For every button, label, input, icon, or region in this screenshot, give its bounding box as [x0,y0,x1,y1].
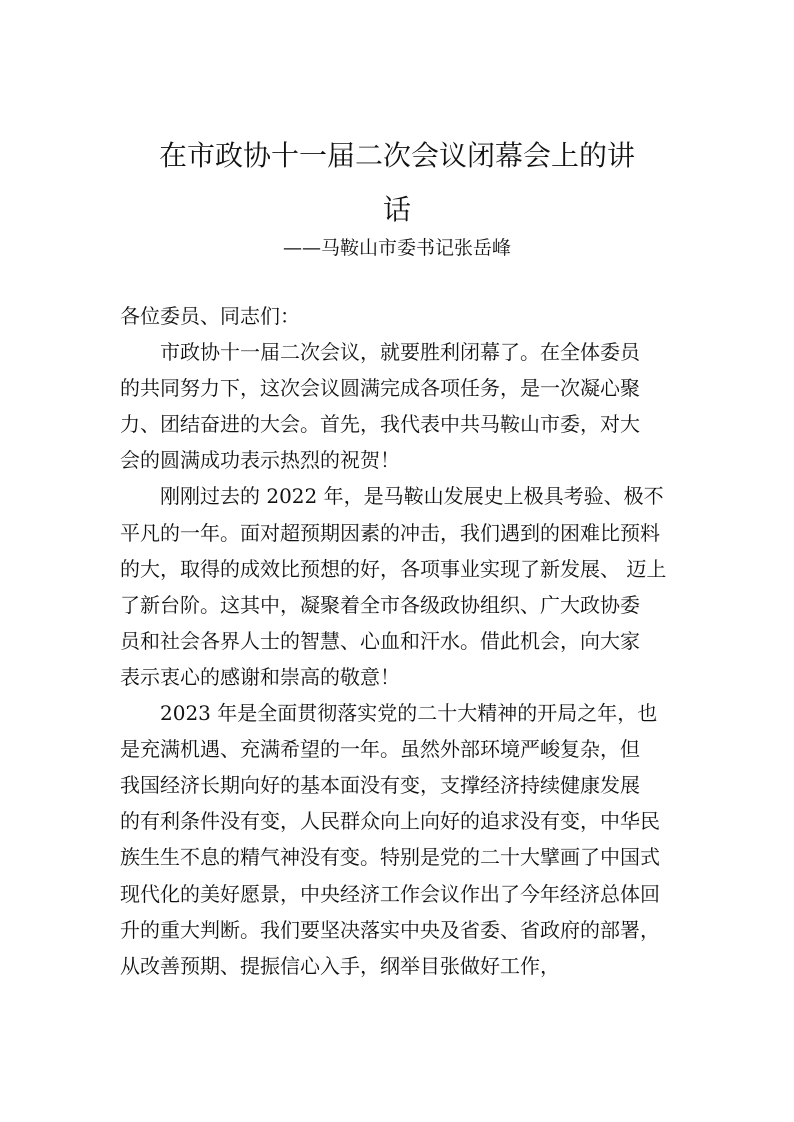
body-line: 族生生不息的精气神没有变。特别是党的二十大擘画了中国式 [120,845,660,870]
body-line: 了新台阶。这其中，凝聚着全市各级政协组织、广大政协委 [120,592,640,617]
body-line: 的共同努力下，这次会议圆满完成各项任务，是一次凝心聚 [120,376,640,401]
body-line: 力、团结奋进的大会。首先，我代表中共马鞍山市委，对大 [120,412,640,437]
body-line: 平凡的一年。面对超预期因素的冲击，我们遇到的困难比预料 [120,520,660,545]
body-line: 刚刚过去的 2022 年，是马鞍山发展史上极具考验、极不 [160,484,664,509]
body-line: 从改善预期、提振信心入手，纲举目张做好工作， [120,953,560,978]
body-line: 的大，取得的成效比预想的好，各项事业实现了新发展、 迈上 [120,556,667,581]
body-line: 2023 年是全面贯彻落实党的二十大精神的开局之年，也 [160,701,658,726]
document-subtitle: ——马鞍山市委书记张岳峰 [282,237,511,259]
body-line: 现代化的美好愿景，中央经济工作会议作出了今年经济总体回 [120,881,660,906]
body-line: 我国经济长期向好的基本面没有变，支撑经济持续健康发展 [120,773,640,798]
document-title-line-1: 在市政协十一届二次会议闭幕会上的讲 [158,139,635,172]
body-line: 会的圆满成功表示热烈的祝贺！ [120,448,400,473]
document-title-line-2: 话 [382,193,411,226]
salutation-line: 各位委员、同志们： [120,304,300,328]
body-line: 是充满机遇、充满希望的一年。虽然外部环境严峻复杂，但 [120,737,640,762]
body-line: 市政协十一届二次会议，就要胜利闭幕了。在全体委员 [160,340,640,365]
document-body [120,298,680,984]
body-line: 员和社会各界人士的智慧、心血和汗水。借此机会，向大家 [120,628,640,653]
body-line: 升的重大判断。我们要坚决落实中央及省委、省政府的部署， [120,917,660,942]
body-line: 表示衷心的感谢和崇高的敬意！ [120,664,400,689]
body-line: 的有利条件没有变，人民群众向上向好的追求没有变，中华民 [120,809,660,834]
